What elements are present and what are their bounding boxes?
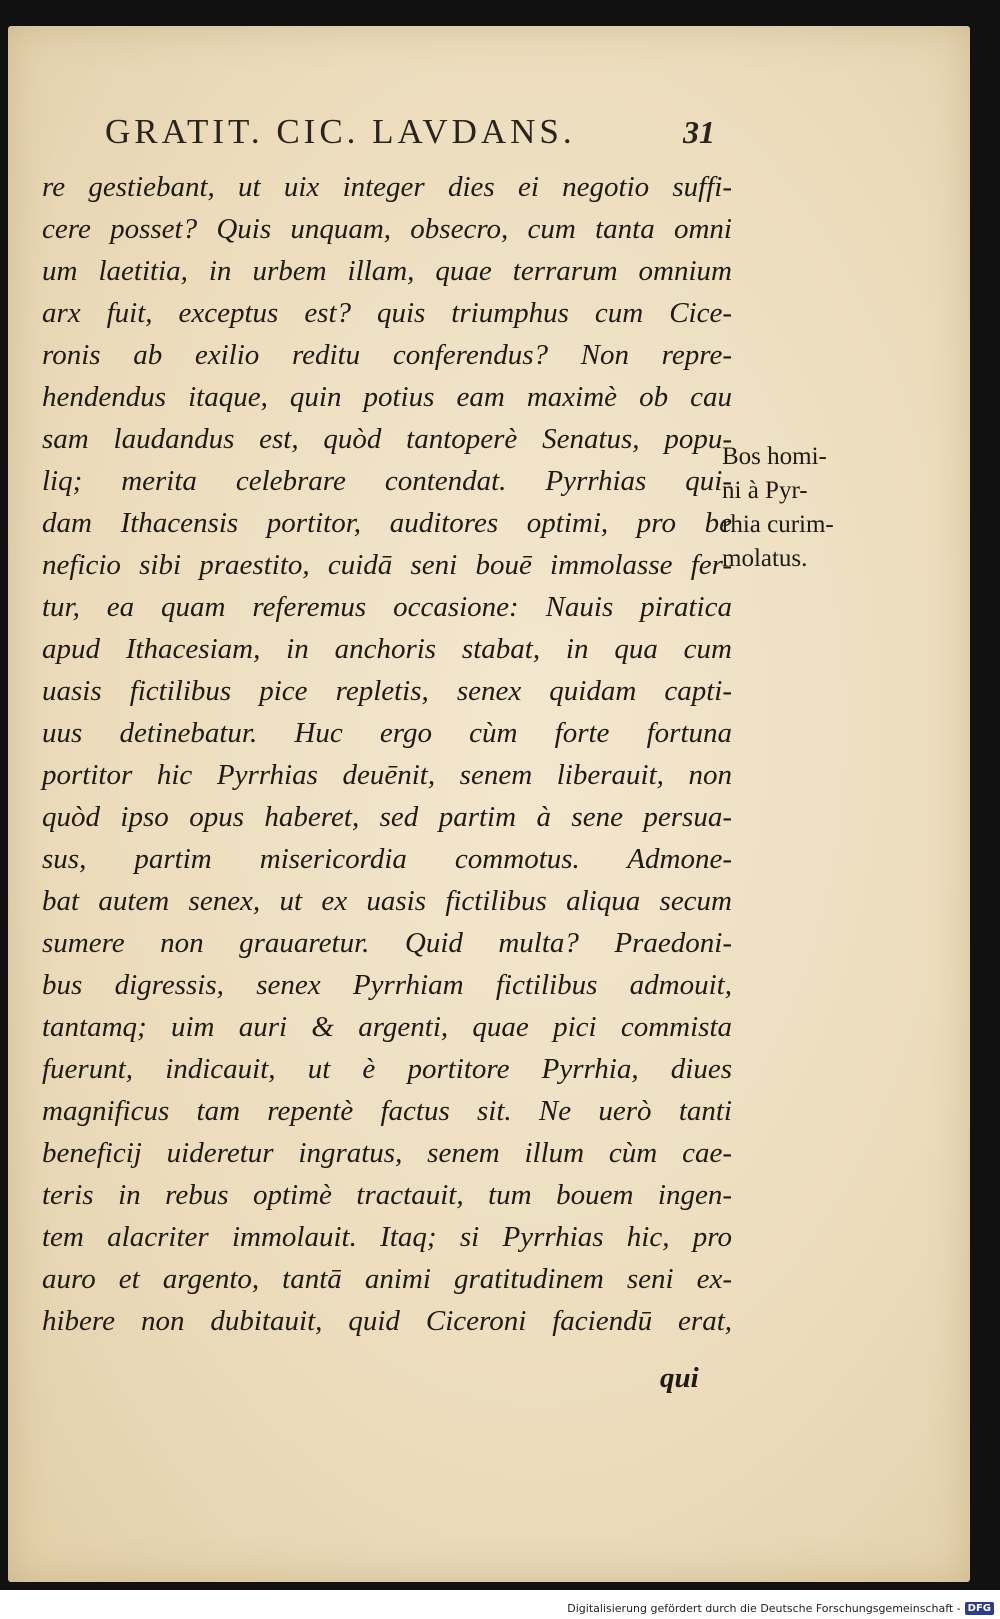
- text-line: dam Ithacensis portitor, auditores optimi, pro be: [42, 507, 732, 539]
- text-line: uus detinebatur. Huc ergo cùm forte fortuna: [42, 717, 732, 749]
- text-line: beneficij uideretur ingratus, senem illum cùm cae-: [42, 1137, 732, 1169]
- text-line: arx fuit, exceptus est? quis triumphus cum Cice-: [42, 297, 732, 329]
- page-number: 31: [683, 114, 715, 150]
- digitization-footer: [567, 1602, 994, 1615]
- marginal-note-line: ni à Pyr-: [722, 477, 808, 504]
- text-line: tantamq; uim auri & argenti, quae pici commista: [42, 1011, 732, 1043]
- catchword: qui: [660, 1362, 699, 1394]
- text-line: cere posset? Quis unquam, obsecro, cum tanta omni: [42, 213, 732, 245]
- footer-text: Digitalisierung gefördert durch die Deutsche Forschungsgemeinschaft -: [567, 1602, 961, 1615]
- text-line: quòd ipso opus haberet, sed partim à sene persua-: [42, 801, 732, 833]
- text-line: bus digressis, senex Pyrrhiam fictilibus admouit,: [42, 969, 732, 1001]
- marginal-note-line: Bos homi-: [722, 443, 827, 470]
- dfg-logo: DFG: [965, 1602, 994, 1615]
- body-text: [42, 166, 732, 1342]
- text-line: sumere non grauaretur. Quid multa? Praedoni-: [42, 927, 732, 959]
- text-line: sus, partim misericordia commotus. Admone-: [42, 843, 732, 875]
- text-line: portitor hic Pyrrhias deuēnit, senem liberauit, non: [42, 759, 732, 791]
- running-title: GRATIT. CIC. LAVDANS.: [105, 112, 576, 151]
- marginal-note: [722, 440, 872, 576]
- text-line: re gestiebant, ut uix integer dies ei negotio suffi-: [42, 171, 732, 203]
- text-line: teris in rebus optimè tractauit, tum bouem ingen-: [42, 1179, 732, 1211]
- marginal-note-line: rhia curim-: [722, 511, 834, 538]
- text-line: fuerunt, indicauit, ut è portitore Pyrrhia, diues: [42, 1053, 732, 1085]
- text-line: auro et argento, tantā animi gratitudinem seni ex-: [42, 1263, 732, 1295]
- text-line: ronis ab exilio reditu conferendus? Non repre-: [42, 339, 732, 371]
- text-line: bat autem senex, ut ex uasis fictilibus aliqua secum: [42, 885, 732, 917]
- text-line: apud Ithacesiam, in anchoris stabat, in qua cum: [42, 633, 732, 665]
- running-header: [105, 112, 715, 152]
- marginal-note-line: molatus.: [722, 545, 808, 572]
- text-line: liq; merita celebrare contendat. Pyrrhias qui-: [42, 465, 732, 497]
- text-line: neficio sibi praestito, cuidā seni bouē immolasse fer-: [42, 549, 732, 581]
- text-line: hendendus itaque, quin potius eam maximè ob cau: [42, 381, 732, 413]
- text-line: tur, ea quam referemus occasione: Nauis piratica: [42, 591, 732, 623]
- text-line: magnificus tam repentè factus sit. Ne uerò tanti: [42, 1095, 732, 1127]
- text-line: tem alacriter immolauit. Itaq; si Pyrrhias hic, pro: [42, 1221, 732, 1253]
- text-line: uasis fictilibus pice repletis, senex quidam capti-: [42, 675, 732, 707]
- text-line: hibere non dubitauit, quid Ciceroni faciendū erat,: [42, 1305, 732, 1337]
- text-line: um laetitia, in urbem illam, quae terrarum omnium: [42, 255, 732, 287]
- text-line: sam laudandus est, quòd tantoperè Senatus, popu-: [42, 423, 732, 455]
